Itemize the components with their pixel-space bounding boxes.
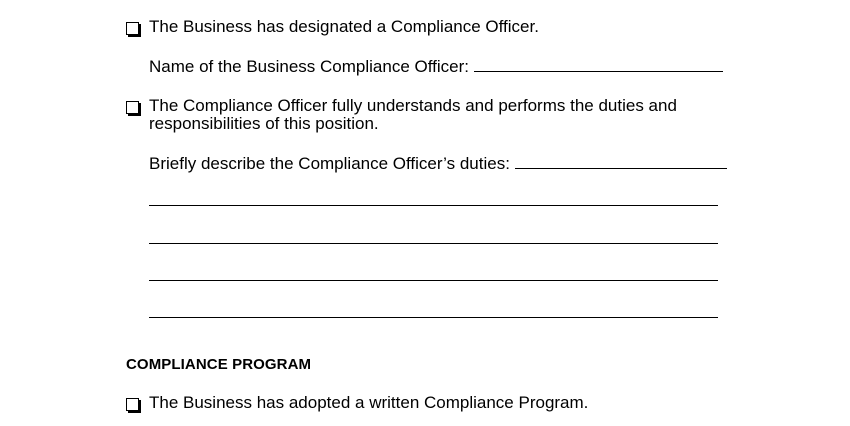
program-adopted-checkbox[interactable] xyxy=(126,398,139,411)
duties-answer-line-4[interactable] xyxy=(149,317,718,318)
officer-name-label: Name of the Business Compliance Officer: xyxy=(149,57,469,76)
officer-designated-text: The Business has designated a Compliance Officer. xyxy=(149,17,539,36)
duties-answer-line-3[interactable] xyxy=(149,280,718,281)
duties-label: Briefly describe the Compliance Officer’s duties: xyxy=(149,154,510,173)
duties-row xyxy=(149,154,727,174)
officer-understands-text-line1: The Compliance Officer fully understands and performs the duties and xyxy=(149,96,677,115)
duties-answer-line-1[interactable] xyxy=(149,205,718,206)
officer-name-field[interactable] xyxy=(474,57,723,72)
officer-name-row xyxy=(149,57,723,77)
duties-field[interactable] xyxy=(515,154,727,169)
program-adopted-text: The Business has adopted a written Compliance Program. xyxy=(149,393,589,412)
officer-designated-checkbox[interactable] xyxy=(126,22,139,35)
compliance-program-heading: COMPLIANCE PROGRAM xyxy=(126,356,312,373)
officer-understands-checkbox[interactable] xyxy=(126,101,139,114)
officer-understands-text-line2: responsibilities of this position. xyxy=(149,114,379,133)
duties-answer-line-2[interactable] xyxy=(149,243,718,244)
